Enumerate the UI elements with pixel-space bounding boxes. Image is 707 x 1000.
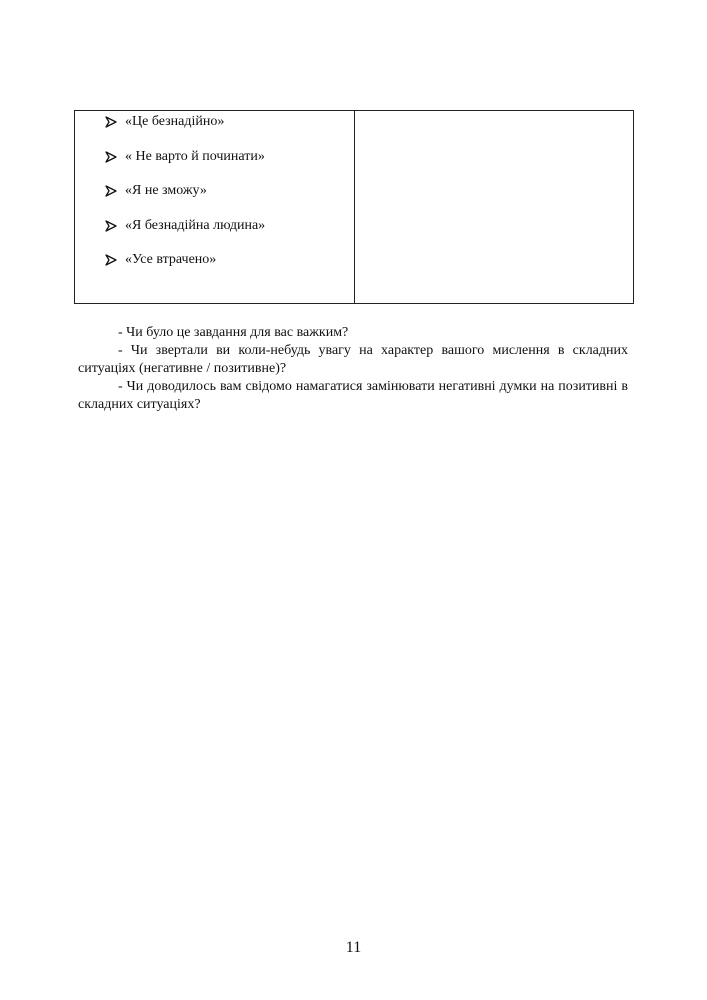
arrow-bullet-icon bbox=[105, 185, 117, 197]
exercise-table bbox=[74, 110, 634, 304]
page-number: 11 bbox=[345, 939, 362, 956]
list-item bbox=[105, 183, 207, 199]
table-cell-empty bbox=[355, 111, 633, 303]
list-item-text: «Я не зможу» bbox=[125, 183, 207, 198]
list-item bbox=[105, 252, 216, 268]
arrow-bullet-icon bbox=[105, 220, 117, 232]
list-item-text: «Усе втрачено» bbox=[125, 252, 217, 267]
table-cell-negative-thoughts bbox=[75, 111, 355, 303]
list-item bbox=[105, 218, 265, 234]
list-item bbox=[105, 149, 265, 165]
question-paragraph: - Чи було це завдання для вас важким? bbox=[118, 325, 349, 340]
list-item bbox=[105, 114, 224, 130]
arrow-bullet-icon bbox=[105, 116, 117, 128]
list-item-text: «Я безнадійна людина» bbox=[125, 218, 266, 233]
arrow-bullet-icon bbox=[105, 151, 117, 163]
arrow-bullet-icon bbox=[105, 254, 117, 266]
question-paragraph: - Чи звертали ви коли-небудь увагу на характер вашого мислення в складних ситуаціях (негативне / позитивне)? bbox=[78, 343, 628, 376]
list-item-text: «Це безнадійно» bbox=[125, 114, 225, 129]
list-item-text: « Не варто й починати» bbox=[125, 149, 265, 164]
question-paragraph: - Чи доводилось вам свідомо намагатися замінювати негативні думки на позитивні в складних ситуаціях? bbox=[78, 379, 628, 412]
reflection-questions bbox=[78, 324, 628, 414]
